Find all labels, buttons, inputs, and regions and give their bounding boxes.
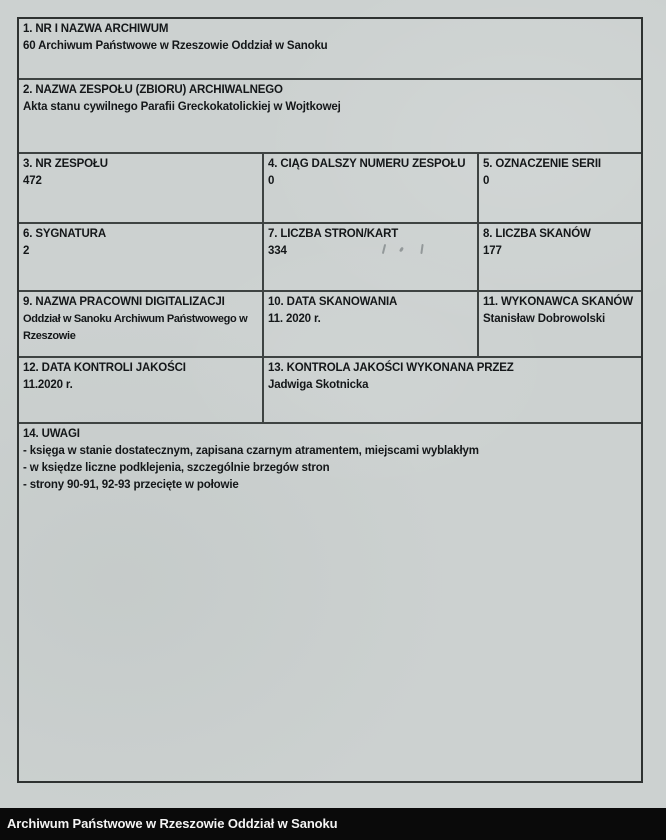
field-3-value: 472: [23, 175, 42, 187]
field-12-label: 12. DATA KONTROLI JAKOŚCI: [23, 362, 186, 374]
field-4-value: 0: [268, 175, 275, 187]
field-14-label: 14. UWAGI: [23, 428, 80, 440]
field-6-cell: [19, 222, 262, 290]
field-5-value: 0: [483, 175, 490, 187]
pen-mark-artifact: [381, 243, 427, 257]
field-11-label: 11. WYKONAWCA SKANÓW: [483, 296, 633, 308]
field-10-cell: [262, 290, 477, 356]
field-4-label: 4. CIĄG DALSZY NUMERU ZESPOŁU: [268, 158, 466, 170]
uwagi-note-line: - strony 90-91, 92-93 przecięte w połowie: [23, 479, 239, 491]
field-1-cell: [19, 19, 641, 78]
field-5-cell: [477, 152, 641, 222]
uwagi-note-line: - księga w stanie dostatecznym, zapisana czarnym atramentem, miejscami wyblakłym: [23, 445, 479, 457]
field-5-label: 5. OZNACZENIE SERII: [483, 158, 601, 170]
field-1-value: 60 Archiwum Państwowe w Rzeszowie Oddział w Sanoku: [23, 40, 328, 52]
pen-stroke-artifact: [382, 244, 386, 254]
digitization-metadata-form: [17, 17, 643, 783]
field-12-cell: [19, 356, 262, 422]
field-11-value: Stanisław Dobrowolski: [483, 313, 606, 325]
field-14-uwagi-cell: [19, 422, 641, 781]
field-6-value: 2: [23, 245, 30, 257]
field-8-value: 177: [483, 245, 502, 257]
field-10-label: 10. DATA SKANOWANIA: [268, 296, 398, 308]
archive-name-label: Archiwum Państwowe w Rzeszowie Oddział w Sanoku: [7, 816, 338, 831]
field-12-value: 11.2020 r.: [23, 379, 73, 391]
field-9-label: 9. NAZWA PRACOWNI DIGITALIZACJI: [23, 296, 225, 308]
field-9-value: Oddział w Sanoku Archiwum Państwowego w Rzeszowie: [23, 313, 248, 342]
field-7-label: 7. LICZBA STRON/KART: [268, 228, 399, 240]
field-2-label: 2. NAZWA ZESPOŁU (ZBIORU) ARCHIWALNEGO: [23, 84, 283, 96]
field-13-label: 13. KONTROLA JAKOŚCI WYKONANA PRZEZ: [268, 362, 514, 374]
field-8-cell: [477, 222, 641, 290]
field-8-label: 8. LICZBA SKANÓW: [483, 228, 591, 240]
field-3-cell: [19, 152, 262, 222]
viewer-footer-bar: [0, 808, 666, 840]
field-7-cell: [262, 222, 477, 290]
field-13-value: Jadwiga Skotnicka: [268, 379, 369, 391]
field-13-cell: [262, 356, 641, 422]
field-7-value: 334: [268, 245, 287, 257]
pen-stroke-artifact: [420, 244, 423, 254]
field-9-cell: [19, 290, 262, 356]
field-11-cell: [477, 290, 641, 356]
field-1-label: 1. NR I NAZWA ARCHIWUM: [23, 23, 169, 35]
pen-dot-artifact: [399, 247, 404, 253]
field-3-label: 3. NR ZESPOŁU: [23, 158, 108, 170]
field-6-label: 6. SYGNATURA: [23, 228, 106, 240]
field-4-cell: [262, 152, 477, 222]
field-2-value: Akta stanu cywilnego Parafii Greckokatolickiej w Wojtkowej: [23, 101, 341, 113]
uwagi-note-line: - w księdze liczne podklejenia, szczególnie brzegów stron: [23, 462, 330, 474]
field-2-cell: [19, 78, 641, 152]
field-10-value: 11. 2020 r.: [268, 313, 321, 325]
